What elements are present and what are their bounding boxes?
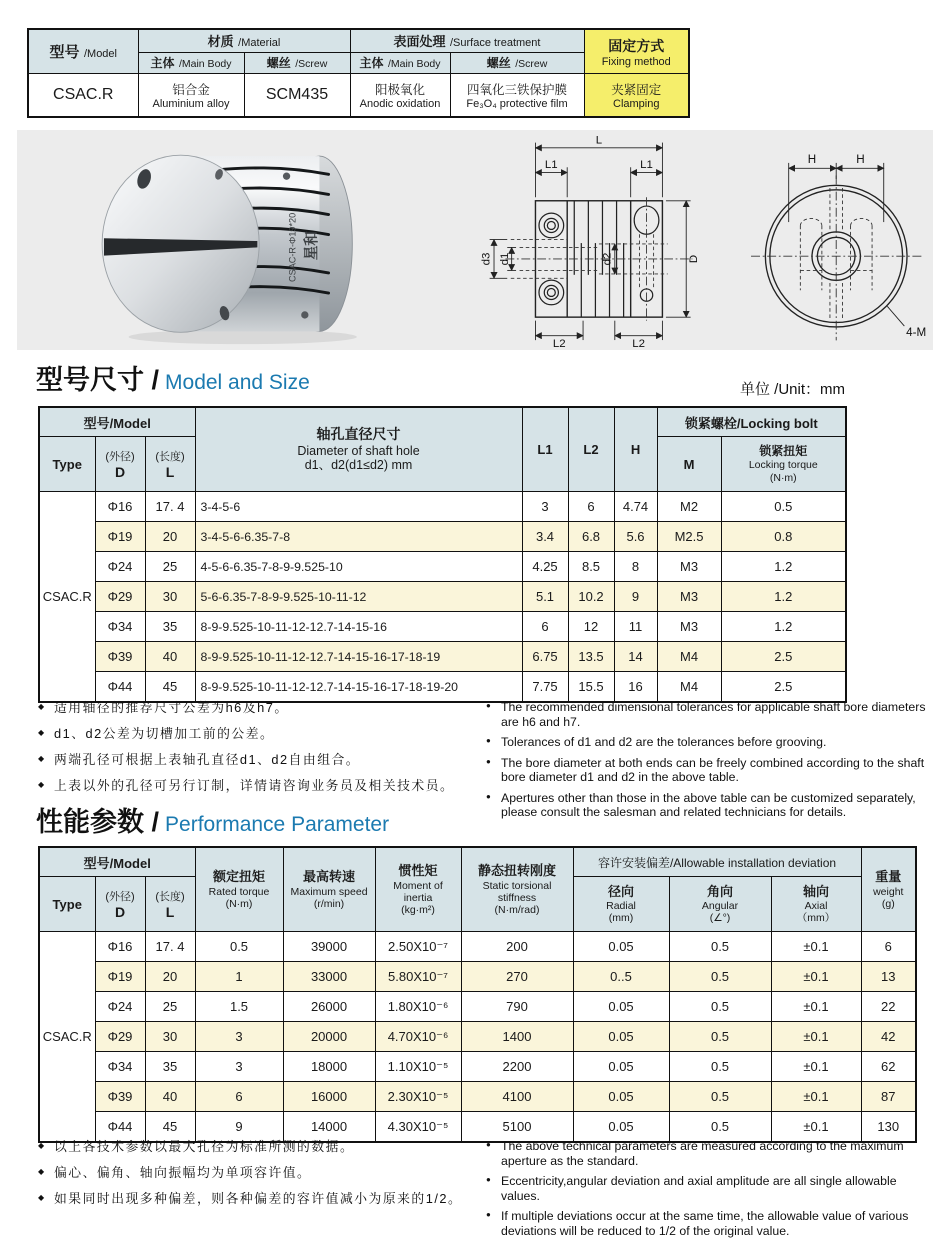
table-cell: Φ19 [95,962,145,992]
perf-notes-en [486,1139,928,1244]
material-group-header: 材质 /Material [138,29,350,53]
table-cell: Φ16 [95,492,145,522]
dim-label-L2-left: L2 [552,338,566,348]
l2-header: L2 [568,407,614,492]
table-cell: 1.2 [721,582,846,612]
table-cell: 0.05 [573,1082,669,1112]
table-cell: M2 [657,492,721,522]
table-cell: 4.30X10⁻⁵ [375,1112,461,1143]
note-item: ● The bore diameter at both ends can be freely combined according to the shaft bore diameter d1 and d2 in the above table. [486,756,928,785]
table-row [39,1052,916,1082]
fixing-method-cell: 夹紧固定 Clamping [584,74,689,118]
perf-notes-zh [38,1139,486,1244]
size-notes-en [486,700,928,826]
note-item: ◆ 以上各技术参数以最大孔径为标准所测的数据。 [38,1139,486,1155]
l1-header: L1 [522,407,568,492]
spec-table [27,28,690,118]
table-cell: 6 [195,1082,283,1112]
table-cell: Φ16 [95,932,145,962]
dim-label-H-left: H [807,152,817,166]
screw-subheader-2: 螺丝 /Screw [450,53,584,74]
note-item: ◆ 上表以外的孔径可另行订制，详情请咨询业务员及相关技术员。 [38,778,486,794]
perf-l-header: (长度) L [145,877,195,932]
table-cell: Φ24 [95,552,145,582]
table-cell: 1400 [461,1022,573,1052]
table-cell: 0.05 [573,1052,669,1082]
product-image-panel [17,130,933,350]
table-cell: 45 [145,672,195,703]
note-item: ● The recommended dimensional tolerances for applicable shaft bore diameters are h6 and h7. [486,700,928,729]
table-row [39,492,846,522]
dimension-lines [490,143,691,340]
table-cell: Φ34 [95,612,145,642]
table-cell: 3 [195,1022,283,1052]
body-material-cell: 铝合金 Aluminium alloy [138,74,244,118]
note-item: ◆ 适用轴径的推荐尺寸公差为h6及h7。 [38,700,486,716]
table-cell: 35 [145,612,195,642]
table-cell: 30 [145,582,195,612]
table-cell: 2.50X10⁻⁷ [375,932,461,962]
perf-table [38,846,917,1143]
perf-header-row-1 [39,847,916,877]
table-cell: 0.05 [573,992,669,1022]
table-cell: ±0.1 [771,1052,861,1082]
dim-label-L: L [595,134,603,147]
shaft-hole-header: 轴孔直径尺寸 Diameter of shaft hole d1、d2(d1≤d2) mm [195,407,522,492]
note-item: ● Apertures other than those in the above table can be customized separately, please consult the salesman and related technicians for details. [486,791,928,820]
table-cell: 4-5-6-6.35-7-8-9-9.525-10 [195,552,522,582]
table-cell: 5.80X10⁻⁷ [375,962,461,992]
perf-section-title [36,800,389,839]
table-cell: 790 [461,992,573,1022]
table-cell: 0.5 [669,1082,771,1112]
table-row [39,1022,916,1052]
table-cell: 42 [861,1022,916,1052]
table-cell: 0.5 [669,1022,771,1052]
table-cell: 1.2 [721,612,846,642]
radial-header: 径向 Radial (mm) [573,877,669,932]
table-cell: 20 [145,522,195,552]
model-value: CSAC.R [28,74,138,118]
front-view-drawing [739,136,937,344]
table-cell: 9 [195,1112,283,1143]
table-cell: M3 [657,612,721,642]
photo-brand-marking: 星和 [303,230,320,261]
table-cell: Φ39 [95,1082,145,1112]
table-cell: 0.5 [721,492,846,522]
rated-torque-header: 额定扭矩 Rated torque (N·m) [195,847,283,932]
table-cell: 0.5 [669,932,771,962]
table-cell: 3-4-5-6-6.35-7-8 [195,522,522,552]
fixing-method-header: 固定方式 Fixing method [584,29,689,74]
photo-shadow [129,330,357,345]
table-cell: 33000 [283,962,375,992]
table-row [39,582,846,612]
note-item: ◆ 两端孔径可根据上表轴孔直径d1、d2自由组合。 [38,752,486,768]
table-cell: 4.70X10⁻⁶ [375,1022,461,1052]
table-cell: 87 [861,1082,916,1112]
table-cell: 25 [145,552,195,582]
table-cell: 2.5 [721,642,846,672]
product-photo [89,136,391,346]
table-row [39,1112,916,1143]
table-cell: 10.2 [568,582,614,612]
note-item: ● Tolerances of d1 and d2 are the tolerances before grooving. [486,735,928,750]
dim-label-L2-right: L2 [632,338,645,348]
table-row [39,962,916,992]
perf-notes [38,1139,936,1244]
table-cell: M3 [657,552,721,582]
table-cell: 1.80X10⁻⁶ [375,992,461,1022]
m-header: M [657,437,721,492]
table-cell: 13 [861,962,916,992]
table-cell: 5.1 [522,582,568,612]
table-cell: 14000 [283,1112,375,1143]
table-cell: M2.5 [657,522,721,552]
dim-label-H-right: H [856,152,865,166]
table-cell: 0.5 [669,1052,771,1082]
table-cell: 35 [145,1052,195,1082]
table-row [39,522,846,552]
table-cell: M4 [657,672,721,703]
note-item: ◆ d1、d2公差为切槽加工前的公差。 [38,726,486,742]
table-cell: ±0.1 [771,1022,861,1052]
table-cell: 45 [145,1112,195,1143]
table-cell: 9 [614,582,657,612]
table-cell: 270 [461,962,573,992]
angular-header: 角向 Angular (∠°) [669,877,771,932]
table-cell: 4.25 [522,552,568,582]
table-cell: 8-9-9.525-10-11-12-12.7-14-15-16 [195,612,522,642]
table-row [39,672,846,703]
table-cell: 40 [145,642,195,672]
table-cell: 4100 [461,1082,573,1112]
perf-type-header: Type [39,877,95,932]
table-cell: 6 [522,612,568,642]
table-cell: ±0.1 [771,1112,861,1143]
unit-label: 单位 /Unit：mm [739,381,845,398]
bolt-count-label: 4-M [906,325,927,339]
size-title-en: Model and Size [165,371,310,394]
table-cell: 8-9-9.525-10-11-12-12.7-14-15-16-17-18-19-20 [195,672,522,703]
perf-model-group-header: 型号/Model [39,847,195,877]
table-cell: 0..5 [573,962,669,992]
table-cell: 20000 [283,1022,375,1052]
spec-header-row-1 [28,29,689,53]
table-cell: M3 [657,582,721,612]
d-header: (外径) D [95,437,145,492]
perf-title-en: Performance Parameter [165,813,390,836]
table-cell: 5100 [461,1112,573,1143]
table-cell: 6 [568,492,614,522]
table-cell: 22 [861,992,916,1022]
table-row [39,642,846,672]
table-cell: 0.8 [721,522,846,552]
table-cell: 13.5 [568,642,614,672]
table-cell: ±0.1 [771,932,861,962]
dim-label-d2: d2 [601,252,614,266]
table-cell: ±0.1 [771,962,861,992]
axial-header: 轴向 Axial （mm） [771,877,861,932]
body-surface-cell: 阳极氧化 Anodic oxidation [350,74,450,118]
table-cell: 12 [568,612,614,642]
table-cell: 30 [145,1022,195,1052]
table-cell: 0.5 [669,1112,771,1143]
screw-material-cell: SCM435 [244,74,350,118]
stiffness-header: 静态扭转刚度 Static torsional stiffness (N·m/rad) [461,847,573,932]
table-cell: 3.4 [522,522,568,552]
table-cell: 1.10X10⁻⁵ [375,1052,461,1082]
inertia-header: 惯性矩 Moment of inertia (kg·m²) [375,847,461,932]
dim-label-d1: d1 [499,252,512,266]
size-table [38,406,847,703]
table-cell: 5-6-6.35-7-8-9-9.525-10-11-12 [195,582,522,612]
table-cell: 8 [614,552,657,582]
h-header: H [614,407,657,492]
dim-label-L1-right: L1 [640,159,653,172]
table-cell: 1.2 [721,552,846,582]
table-cell: Φ29 [95,1022,145,1052]
table-cell: 8-9-9.525-10-11-12-12.7-14-15-16-17-18-19 [195,642,522,672]
front-dimension-lines [789,163,905,326]
locking-torque-header: 锁紧扭矩 Locking torque (N·m) [721,437,846,492]
table-cell: 0.5 [669,962,771,992]
l-header: (长度) L [145,437,195,492]
hidden-lines [511,234,668,289]
max-speed-header: 最高转速 Maximum speed (r/min) [283,847,375,932]
table-cell: Φ44 [95,1112,145,1143]
screw-subheader-1: 螺丝 /Screw [244,53,350,74]
table-cell: 15.5 [568,672,614,703]
table-cell: 130 [861,1112,916,1143]
model-type-cell: CSAC.R [39,932,95,1143]
table-row [39,992,916,1022]
table-cell: 8.5 [568,552,614,582]
table-cell: 6 [861,932,916,962]
table-row [39,932,916,962]
table-cell: 2.5 [721,672,846,703]
dim-label-L1-left: L1 [544,159,558,172]
screw-surface-cell: 四氧化三铁保护膜 Fe₃O₄ protective film [450,74,584,118]
weight-header: 重量 weight (g) [861,847,916,932]
table-cell: 20 [145,962,195,992]
model-type-cell: CSAC.R [39,492,95,703]
photo-model-marking: CSAC-R-Φ19*20 [287,212,298,282]
deviation-group-header: 容许安装偏差/Allowable installation deviation [573,847,861,877]
size-model-group-header: 型号/Model [39,407,195,437]
perf-title-zh: 性能参数 / [36,807,160,837]
table-cell: 40 [145,1082,195,1112]
table-cell: 0.5 [669,992,771,1022]
table-cell: ±0.1 [771,1082,861,1112]
note-item: ● The above technical parameters are measured according to the maximum aperture as the standard. [486,1139,928,1168]
table-cell: ±0.1 [771,992,861,1022]
table-cell: 0.05 [573,932,669,962]
table-cell: 0.5 [195,932,283,962]
table-cell: 5.6 [614,522,657,552]
table-cell: 1.5 [195,992,283,1022]
note-item: ● Eccentricity,angular deviation and axial amplitude are all single allowable values. [486,1174,928,1203]
table-cell: 16 [614,672,657,703]
table-cell: Φ19 [95,522,145,552]
model-header-zh: 型号 [49,44,80,61]
table-cell: 17. 4 [145,932,195,962]
perf-d-header: (外径) D [95,877,145,932]
table-cell: 14 [614,642,657,672]
size-title-zh: 型号尺寸 / [36,365,160,395]
note-item: ◆ 如果同时出现多种偏差，则各种偏差的容许值减小为原来的1/2。 [38,1191,486,1207]
type-header: Type [39,437,95,492]
spec-data-row [28,74,689,118]
clamp-screws [539,206,659,305]
table-cell: 3-4-5-6 [195,492,522,522]
table-cell: 25 [145,992,195,1022]
table-row [39,612,846,642]
table-cell: 4.74 [614,492,657,522]
table-cell: 6.8 [568,522,614,552]
main-body-subheader-2: 主体 /Main Body [350,53,450,74]
table-cell: 0.05 [573,1022,669,1052]
size-header-row-1 [39,407,846,437]
table-cell: 6.75 [522,642,568,672]
table-cell: Φ34 [95,1052,145,1082]
table-cell: 1 [195,962,283,992]
table-row [39,1082,916,1112]
note-item: ● If multiple deviations occur at the same time, the allowable value of various deviations will be reduced to 1/2 of the original value. [486,1209,928,1238]
table-cell: M4 [657,642,721,672]
table-row [39,552,846,582]
table-cell: 11 [614,612,657,642]
locking-bolt-group-header: 锁紧螺栓/Locking bolt [657,407,846,437]
table-cell: 16000 [283,1082,375,1112]
dim-label-d3: d3 [480,252,493,266]
centerlines [505,197,692,320]
table-cell: 39000 [283,932,375,962]
table-cell: 3 [195,1052,283,1082]
table-cell: 18000 [283,1052,375,1082]
table-cell: 2200 [461,1052,573,1082]
table-cell: 200 [461,932,573,962]
table-cell: 7.75 [522,672,568,703]
table-cell: Φ29 [95,582,145,612]
note-item: ◆ 偏心、偏角、轴向振幅均为单项容许值。 [38,1165,486,1181]
table-cell: Φ39 [95,642,145,672]
table-cell: 2.30X10⁻⁵ [375,1082,461,1112]
table-cell: 3 [522,492,568,522]
table-cell: Φ44 [95,672,145,703]
dim-label-D: D [687,254,700,264]
side-view-drawing [469,132,713,348]
table-cell: 26000 [283,992,375,1022]
table-cell: Φ24 [95,992,145,1022]
table-cell: 62 [861,1052,916,1082]
model-header-en: /Model [83,48,117,60]
table-cell: 0.05 [573,1112,669,1143]
surface-group-header: 表面处理 /Surface treatment [350,29,584,53]
main-body-subheader-1: 主体 /Main Body [138,53,244,74]
table-cell: 17. 4 [145,492,195,522]
model-column-header [28,29,138,74]
